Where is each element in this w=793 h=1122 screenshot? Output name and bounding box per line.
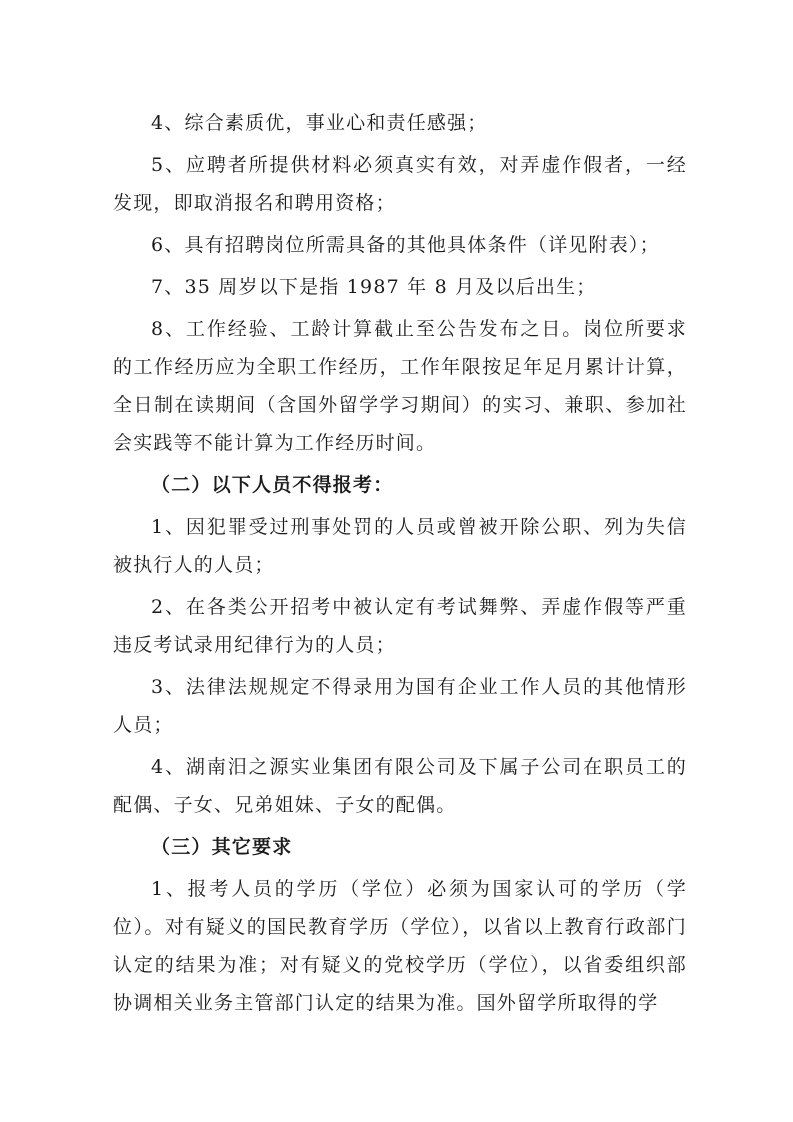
requirement-1-paragraph: 1、报考人员的学历（学位）必须为国家认可的学历（学位）。对有疑义的国民教育学历（学位），以省以上教育行政部门认定的结果为准；对有疑义的党校学历（学位），以省委组织部协调相关业务主管部门认定的结果为准。国外留学所取得的学 (113, 878, 687, 1014)
exclusion-4-paragraph: 4、湖南汨之源实业集团有限公司及下属子公司在职员工的配偶、子女、兄弟姐妹、子女的配偶。 (113, 756, 687, 816)
item-8-paragraph: 8、工作经验、工龄计算截止至公告发布之日。岗位所要求的工作经历应为全职工作经历，工作年限按足年足月累计计算，全日制在读期间（含国外留学学习期间）的实习、兼职、参加社会实践等不能计算为工作经历时间。 (113, 318, 687, 454)
item-5-paragraph: 5、应聘者所提供材料必须真实有效，对弄虚作假者，一经发现，即取消报名和聘用资格； (113, 154, 687, 214)
document-page (113, 104, 687, 1022)
section-3-heading: （三）其它要求 (151, 836, 293, 858)
item-4-paragraph: 4、综合素质优，事业心和责任感强； (151, 112, 488, 134)
item-7-paragraph: 7、35 周岁以下是指 1987 年 8 月及以后出生； (151, 276, 597, 298)
section-2-heading: （二）以下人员不得报考： (151, 474, 394, 496)
exclusion-2-paragraph: 2、在各类公开招考中被认定有考试舞弊、弄虚作假等严重违反考试录用纪律行为的人员； (113, 596, 687, 656)
item-6-paragraph: 6、具有招聘岗位所需具备的其他具体条件（详见附表）； (151, 234, 660, 256)
exclusion-1-paragraph: 1、因犯罪受过刑事处罚的人员或曾被开除公职、列为失信被执行人的人员； (113, 516, 687, 576)
exclusion-3-paragraph: 3、法律法规规定不得录用为国有企业工作人员的其他情形人员； (113, 676, 687, 736)
